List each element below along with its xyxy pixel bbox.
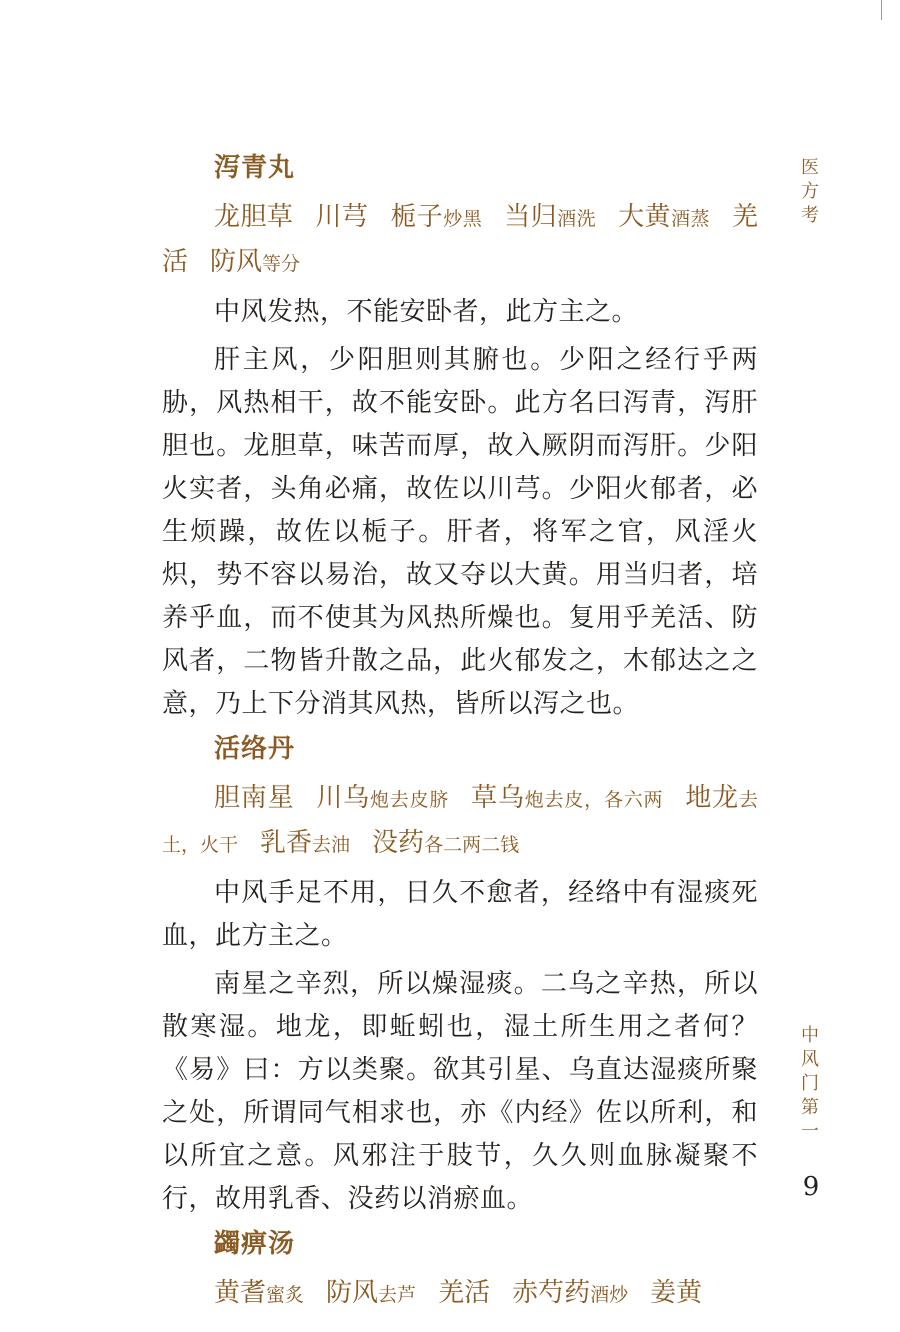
herb-item <box>390 202 482 232</box>
herb-note: 酒蒸 <box>671 208 710 230</box>
formula-section <box>162 150 758 726</box>
herb-name: 没药 <box>372 828 425 858</box>
herb-list <box>162 1272 758 1317</box>
herb-item <box>372 828 519 858</box>
herb-note: 炒黑 <box>443 208 483 230</box>
herb-name: 大黄 <box>618 202 672 232</box>
herb-item <box>326 1278 416 1308</box>
page-body <box>162 150 758 1322</box>
herb-item <box>512 1278 628 1308</box>
indication-paragraph: 中风发热，不能安卧者，此方主之。 <box>214 297 639 327</box>
header-char: 考 <box>801 205 819 226</box>
herb-list <box>162 196 758 286</box>
header-char: 医 <box>801 157 819 178</box>
formula-title: 活络丹 <box>214 734 296 764</box>
herb-item <box>214 783 294 813</box>
herb-item <box>260 828 350 858</box>
herb-item <box>650 1278 702 1308</box>
footer-char: 风 <box>801 1049 819 1070</box>
herb-name: 防风 <box>210 247 263 277</box>
herb-name: 栀子 <box>390 202 444 232</box>
herb-name: 黄耆 <box>214 1278 267 1308</box>
formula-title: 蠲痹汤 <box>214 1229 296 1259</box>
crop-mark <box>0 0 900 22</box>
herb-name: 龙胆草 <box>214 202 294 232</box>
indication-paragraph: 中风手足不用，日久不愈者，经络中有湿痰死血，此方主之。 <box>162 878 758 951</box>
herb-name: 川芎 <box>315 202 369 232</box>
formula-section <box>162 1226 758 1317</box>
herb-name: 胆南星 <box>214 783 295 813</box>
herb-item <box>315 202 368 232</box>
herb-item <box>438 1278 490 1308</box>
commentary-paragraph: 南星之辛烈，所以燥湿痰。二乌之辛热，所以散寒湿。地龙，即蚯蚓也，湿土所生用之者何？《易》曰：方以类聚。欲其引星、乌直达湿痰所聚之处，所谓同气相求也，亦《内经》佐以所利，和以所宜之意。风邪注于肢节，久久则血脉凝聚不行，故用乳香、没药以消瘀血。 <box>162 969 758 1214</box>
herb-name: 乳香 <box>260 828 313 858</box>
herb-name: 羌活 <box>438 1278 491 1308</box>
herb-note: 炮去皮脐 <box>369 789 450 811</box>
herb-item <box>471 783 663 813</box>
herb-item <box>316 783 449 813</box>
herb-note: 等分 <box>262 253 301 275</box>
formula-title: 泻青丸 <box>214 153 296 183</box>
herb-item <box>504 202 596 232</box>
herb-note: 去芦 <box>378 1284 417 1306</box>
herb-name: 羌活 <box>162 202 758 277</box>
herb-name: 川乌 <box>316 783 370 813</box>
herb-name: 赤芍药 <box>512 1278 591 1308</box>
herb-name: 地龙 <box>685 783 739 813</box>
footer-char: 第 <box>801 1097 819 1118</box>
formula-section <box>162 731 758 1221</box>
footer-char: 一 <box>801 1121 819 1142</box>
herb-item <box>210 247 300 277</box>
herb-name: 防风 <box>326 1278 379 1308</box>
herb-note: 酒洗 <box>557 208 597 230</box>
herb-item <box>214 1278 304 1308</box>
herb-item <box>618 202 710 232</box>
page-number: 9 <box>802 1172 820 1202</box>
herb-note: 炮去皮，各六两 <box>524 789 664 811</box>
herb-list <box>162 777 758 867</box>
crop-mark-line <box>881 0 882 20</box>
herb-note: 蜜炙 <box>266 1284 305 1306</box>
herb-note: 去油 <box>312 834 351 856</box>
herb-name: 姜黄 <box>650 1278 703 1308</box>
footer-char: 门 <box>801 1073 819 1094</box>
herb-item <box>214 202 293 232</box>
running-footer-chapter <box>798 1024 822 1144</box>
herb-note: 各二两二钱 <box>424 834 520 856</box>
header-char: 方 <box>801 181 819 202</box>
herb-name: 当归 <box>504 202 558 232</box>
herb-note: 酒炒 <box>590 1284 629 1306</box>
herb-note: 去土，火干 <box>162 789 758 856</box>
herb-name: 草乌 <box>471 783 525 813</box>
commentary-paragraph: 肝主风，少阳胆则其腑也。少阳之经行乎两胁，风热相干，故不能安卧。此方名曰泻青，泻肝胆也。龙胆草，味苦而厚，故入厥阴而泻肝。少阳火实者，头角必痛，故佐以川芎。少阳火郁者，必生烦躁，故佐以栀子。肝者，将军之官，风淫火炽，势不容以易治，故又夺以大黄。用当归者，培养乎血，而不使其为风热所燥也。复用乎羌活、防风者，二物皆升散之品，此火郁发之，木郁达之之意，乃上下分消其风热，皆所以泻之也。 <box>162 345 758 719</box>
footer-char: 中 <box>801 1025 819 1046</box>
running-header-book-title <box>798 156 822 228</box>
